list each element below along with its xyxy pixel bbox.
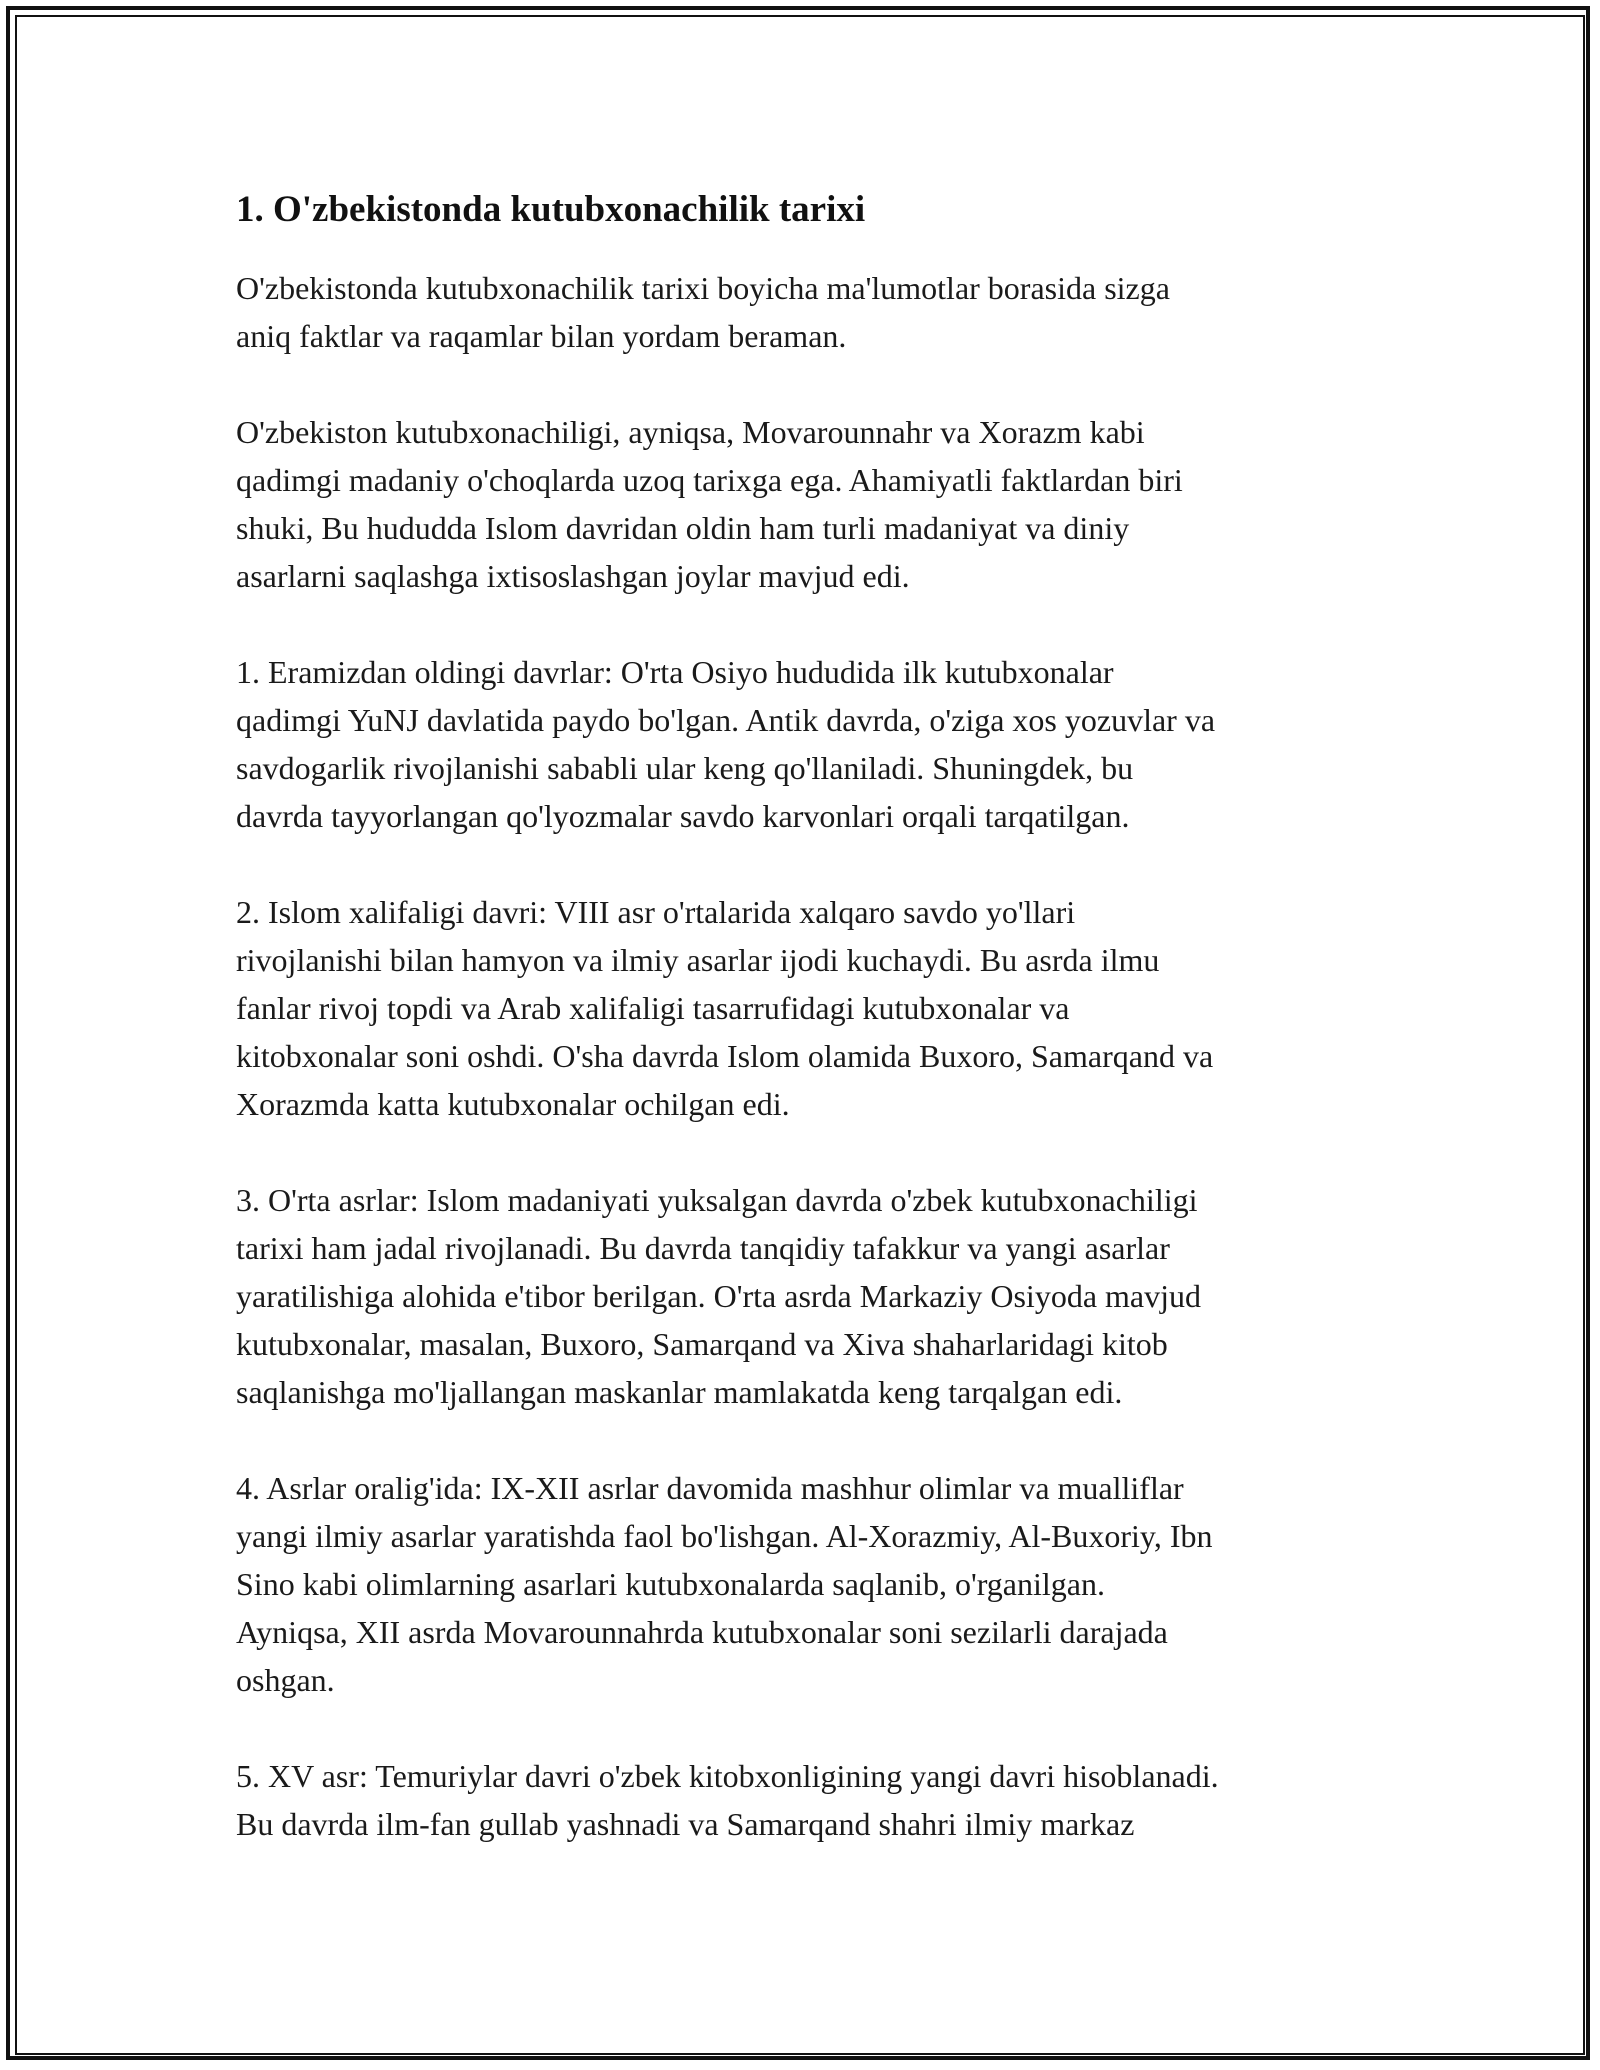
text-line: kutubxonalar, masalan, Buxoro, Samarqand va Xiva shaharlaridagi kitob: [236, 1326, 1168, 1362]
paragraph-item-5: [236, 1752, 1386, 1848]
text-line: Xorazmda katta kutubxonalar ochilgan edi.: [236, 1086, 790, 1122]
text-line: yangi ilmiy asarlar yaratishda faol bo'lishgan. Al-Xorazmiy, Al-Buxoriy, Ibn: [236, 1518, 1213, 1554]
text-line: 2. Islom xalifaligi davri: VIII asr o'rtalarida xalqaro savdo yo'llari: [236, 894, 1076, 930]
text-line: shuki, Bu hududda Islom davridan oldin ham turli madaniyat va diniy: [236, 510, 1130, 546]
paragraph-item-3: [236, 1176, 1386, 1416]
text-line: qadimgi madaniy o'choqlarda uzoq tarixga ega. Ahamiyatli faktlardan biri: [236, 462, 1183, 498]
text-line: rivojlanishi bilan hamyon va ilmiy asarlar ijodi kuchaydi. Bu asrda ilmu: [236, 942, 1160, 978]
text-line: asarlarni saqlashga ixtisoslashgan joylar mavjud edi.: [236, 558, 910, 594]
paragraph-item-4: [236, 1464, 1386, 1704]
text-line: oshgan.: [236, 1662, 335, 1698]
text-line: Bu davrda ilm-fan gullab yashnadi va Samarqand shahri ilmiy markaz: [236, 1806, 1135, 1842]
text-line: Sino kabi olimlarning asarlari kutubxonalarda saqlanib, o'rganilgan.: [236, 1566, 1105, 1602]
text-line: davrda tayyorlangan qo'lyozmalar savdo karvonlari orqali tarqatilgan.: [236, 798, 1130, 834]
text-line: savdogarlik rivojlanishi sababli ular keng qo'llaniladi. Shuningdek, bu: [236, 750, 1134, 786]
text-line: qadimgi YuNJ davlatida paydo bo'lgan. Antik davrda, o'ziga xos yozuvlar va: [236, 702, 1216, 738]
text-line: saqlanishga mo'ljallangan maskanlar mamlakatda keng tarqalgan edi.: [236, 1374, 1123, 1410]
text-line: 5. XV asr: Temuriylar davri o'zbek kitobxonligining yangi davri hisoblanadi.: [236, 1758, 1219, 1794]
paragraph-overview: [236, 408, 1386, 600]
text-line: yaratilishiga alohida e'tibor berilgan. O'rta asrda Markaziy Osiyoda mavjud: [236, 1278, 1201, 1314]
text-line: 3. O'rta asrlar: Islom madaniyati yuksalgan davrda o'zbek kutubxonachiligi: [236, 1182, 1198, 1218]
paragraph-intro: [236, 264, 1386, 360]
text-line: 4. Asrlar oralig'ida: IX-XII asrlar davomida mashhur olimlar va mualliflar: [236, 1470, 1184, 1506]
paragraph-item-1: [236, 648, 1386, 840]
page-title: 1. O'zbekistonda kutubxonachilik tarixi: [236, 189, 866, 230]
text-line: tarixi ham jadal rivojlanadi. Bu davrda tanqidiy tafakkur va yangi asarlar: [236, 1230, 1170, 1266]
text-line: 1. Eramizdan oldingi davrlar: O'rta Osiyo hududida ilk kutubxonalar: [236, 654, 1114, 690]
text-line: aniq faktlar va raqamlar bilan yordam beraman.: [236, 318, 847, 354]
text-line: Ayniqsa, XII asrda Movarounnahrda kutubxonalar soni sezilarli darajada: [236, 1614, 1168, 1650]
text-line: O'zbekiston kutubxonachiligi, ayniqsa, Movarounnahr va Xorazm kabi: [236, 414, 1145, 450]
text-line: fanlar rivoj topdi va Arab xalifaligi tasarrufidagi kutubxonalar va: [236, 990, 1070, 1026]
document-body: [236, 186, 1386, 1896]
paragraph-item-2: [236, 888, 1386, 1128]
text-line: kitobxonalar soni oshdi. O'sha davrda Islom olamida Buxoro, Samarqand va: [236, 1038, 1214, 1074]
text-line: O'zbekistonda kutubxonachilik tarixi boyicha ma'lumotlar borasida sizga: [236, 270, 1170, 306]
